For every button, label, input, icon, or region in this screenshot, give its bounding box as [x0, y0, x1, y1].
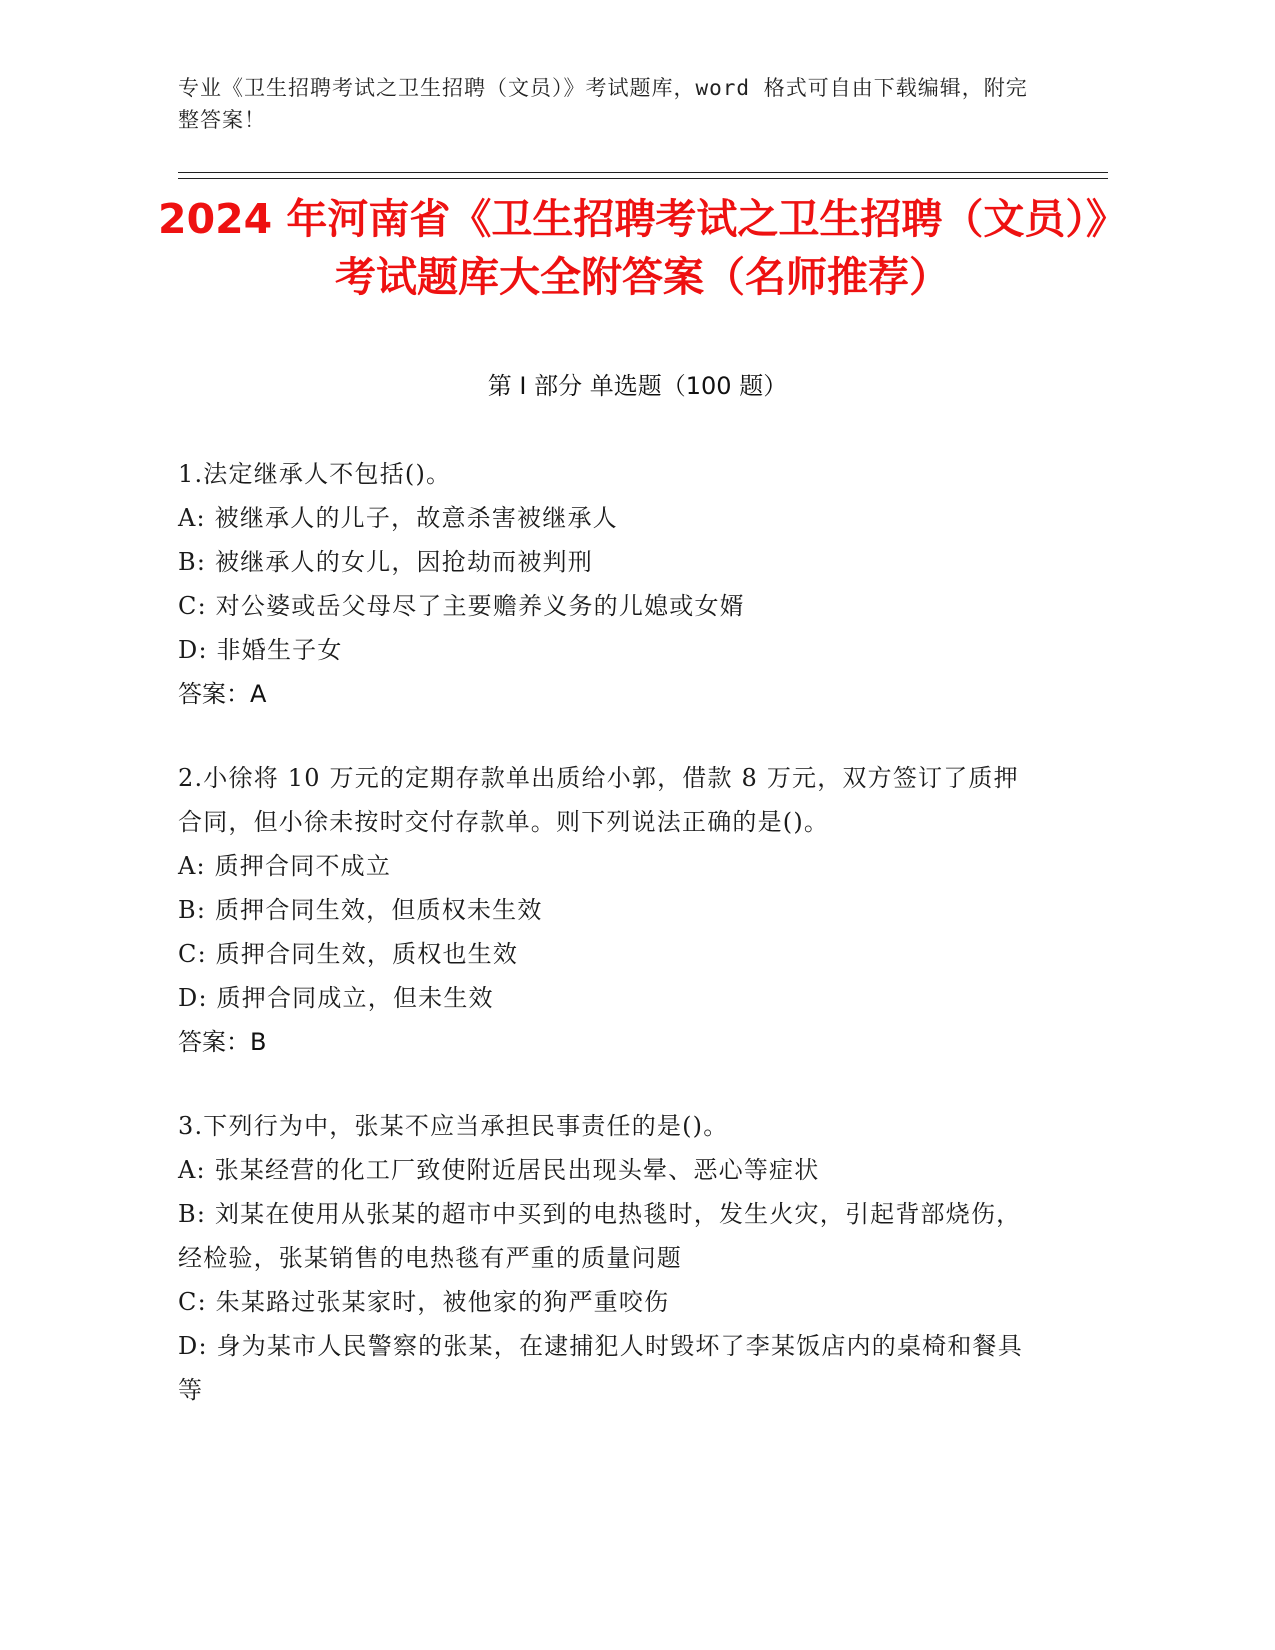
option-c: C: 质押合同生效，质权也生效 — [178, 940, 519, 968]
option-b: B: 质押合同生效，但质权未生效 — [178, 896, 543, 924]
question-3 — [178, 1104, 1038, 1412]
header-note: 专业《卫生招聘考试之卫生招聘（文员）》考试题库，word 格式可自由下载编辑，附完整答案！ — [178, 76, 1028, 132]
option-b: B: 被继承人的女儿，因抢劫而被判刑 — [178, 548, 593, 576]
option-d: D: 非婚生子女 — [178, 636, 343, 664]
option-a: A: 质押合同不成立 — [178, 852, 392, 880]
option-a: A: 被继承人的儿子，故意杀害被继承人 — [178, 504, 618, 532]
question-stem: 1.法定继承人不包括()。 — [178, 460, 452, 488]
section-heading: 第 I 部分 单选题（100 题） — [487, 372, 788, 400]
question-list — [178, 452, 1038, 1452]
option-d: D: 身为某市人民警察的张某，在逮捕犯人时毁坏了李某饭店内的桌椅和餐具等 — [178, 1332, 1023, 1404]
option-c: C: 对公婆或岳父母尽了主要赡养义务的儿媳或女婿 — [178, 592, 745, 620]
option-d: D: 质押合同成立，但未生效 — [178, 984, 494, 1012]
answer-line: 答案：A — [178, 680, 267, 708]
option-b: B: 刘某在使用从张某的超市中买到的电热毯时，发生火灾，引起背部烧伤，经检验，张某销售的电热毯有严重的质量问题 — [178, 1200, 1022, 1272]
question-stem: 3.下列行为中，张某不应当承担民事责任的是()。 — [178, 1112, 729, 1140]
question-1 — [178, 452, 1038, 716]
question-2 — [178, 756, 1038, 1064]
document-title: 2024 年河南省《卫生招聘考试之卫生招聘（文员）》考试题库大全附答案（名师推荐） — [158, 195, 1127, 301]
header-divider-top — [178, 172, 1108, 173]
option-a: A: 张某经营的化工厂致使附近居民出现头晕、恶心等症状 — [178, 1156, 820, 1184]
option-c: C: 朱某路过张某家时，被他家的狗严重咬伤 — [178, 1288, 670, 1316]
header-divider-bottom — [178, 178, 1108, 179]
question-stem: 2.小徐将 10 万元的定期存款单出质给小郭，借款 8 万元，双方签订了质押合同，但小徐未按时交付存款单。则下列说法正确的是()。 — [178, 764, 1019, 836]
answer-line: 答案：B — [178, 1028, 267, 1056]
